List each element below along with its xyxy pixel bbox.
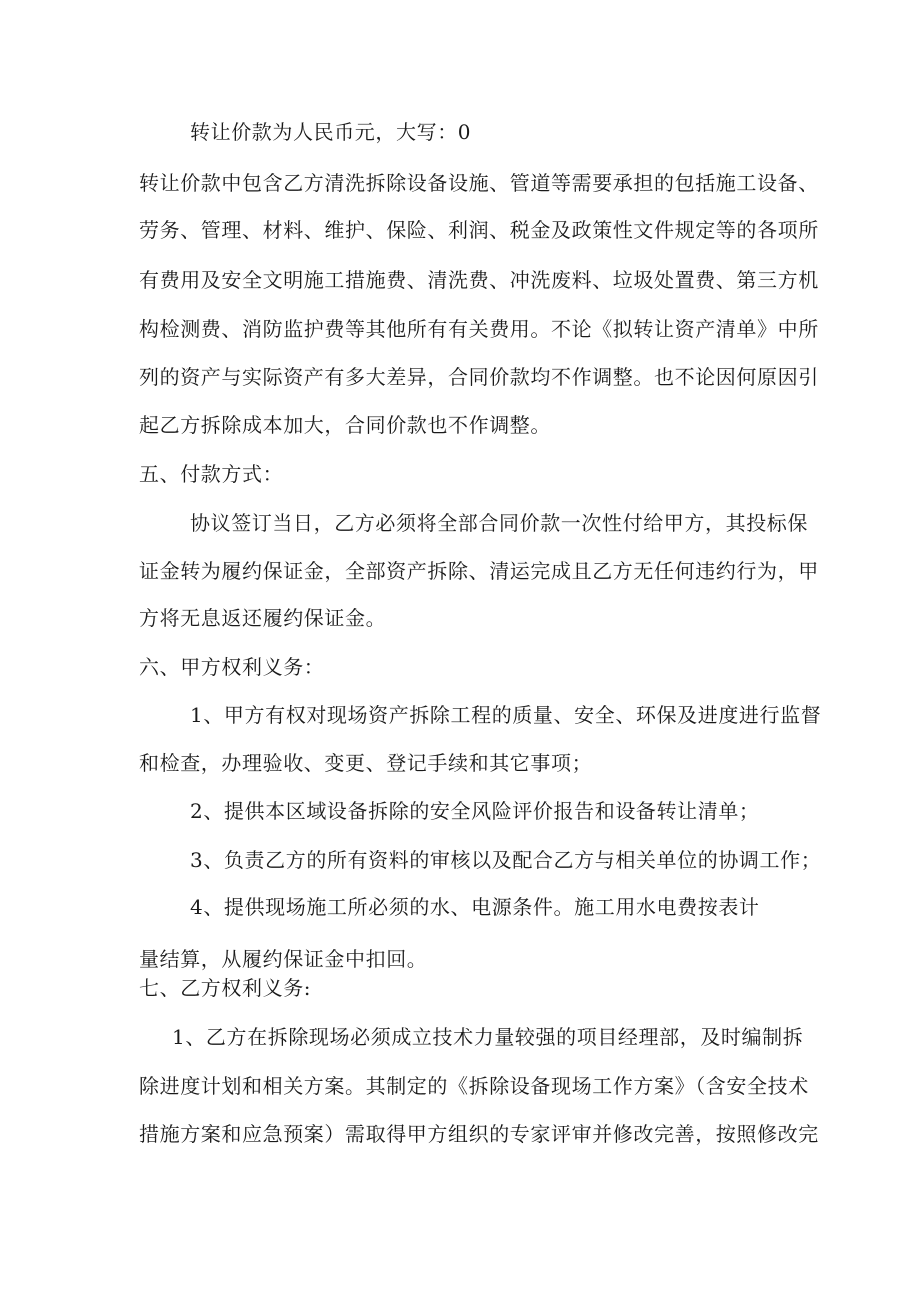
paragraph-line: 构检测费、消防监护费等其他所有有关费用。不论《拟转让资产清单》中所 xyxy=(139,317,819,341)
list-item: 3、负责乙方的所有资料的审核以及配合乙方与相关单位的协调工作； xyxy=(190,848,822,872)
paragraph-line: 转让价款中包含乙方清洗拆除设备设施、管道等需要承担的包括施工设备、 xyxy=(139,171,819,195)
section-heading: 六、甲方权利义务： xyxy=(139,655,325,679)
paragraph-line: 方将无息返还履约保证金。 xyxy=(139,606,387,630)
paragraph-line: 列的资产与实际资产有多大差异，合同价款均不作调整。也不论因何原因引 xyxy=(139,365,819,389)
paragraph-line: 转让价款为人民币元，大写：0 xyxy=(190,120,472,144)
paragraph-line: 除进度计划和相关方案。其制定的《拆除设备现场工作方案》（含安全技术 xyxy=(139,1074,809,1098)
paragraph-line: 协议签订当日，乙方必须将全部合同价款一次性付给甲方，其投标保 xyxy=(190,511,808,535)
list-item: 4、提供现场施工所必须的水、电源条件。施工用水电费按表计 xyxy=(190,895,760,919)
list-item: 1、甲方有权对现场资产拆除工程的质量、安全、环保及进度进行监督 xyxy=(190,703,822,727)
list-item: 2、提供本区域设备拆除的安全风险评价报告和设备转让清单； xyxy=(190,799,760,823)
paragraph-line: 和检查，办理验收、变更、登记手续和其它事项； xyxy=(139,751,593,775)
section-heading: 七、乙方权利义务: xyxy=(139,976,312,1000)
paragraph-line: 措施方案和应急预案）需取得甲方组织的专家评审并修改完善，按照修改完 xyxy=(139,1122,819,1146)
paragraph-line: 起乙方拆除成本加大，合同价款也不作调整。 xyxy=(139,413,551,437)
paragraph-line: 证金转为履约保证金，全部资产拆除、清运完成且乙方无任何违约行为，甲 xyxy=(139,559,819,583)
list-item: 1、乙方在拆除现场必须成立技术力量较强的项目经理部，及时编制拆 xyxy=(172,1025,804,1049)
paragraph-line: 有费用及安全文明施工措施费、清洗费、冲洗废料、垃圾处置费、第三方机 xyxy=(139,268,819,292)
paragraph-line: 劳务、管理、材料、维护、保险、利润、税金及政策性文件规定等的各项所 xyxy=(139,218,819,242)
section-heading: 五、付款方式： xyxy=(139,462,284,486)
paragraph-line: 量结算，从履约保证金中扣回。 xyxy=(139,947,428,971)
